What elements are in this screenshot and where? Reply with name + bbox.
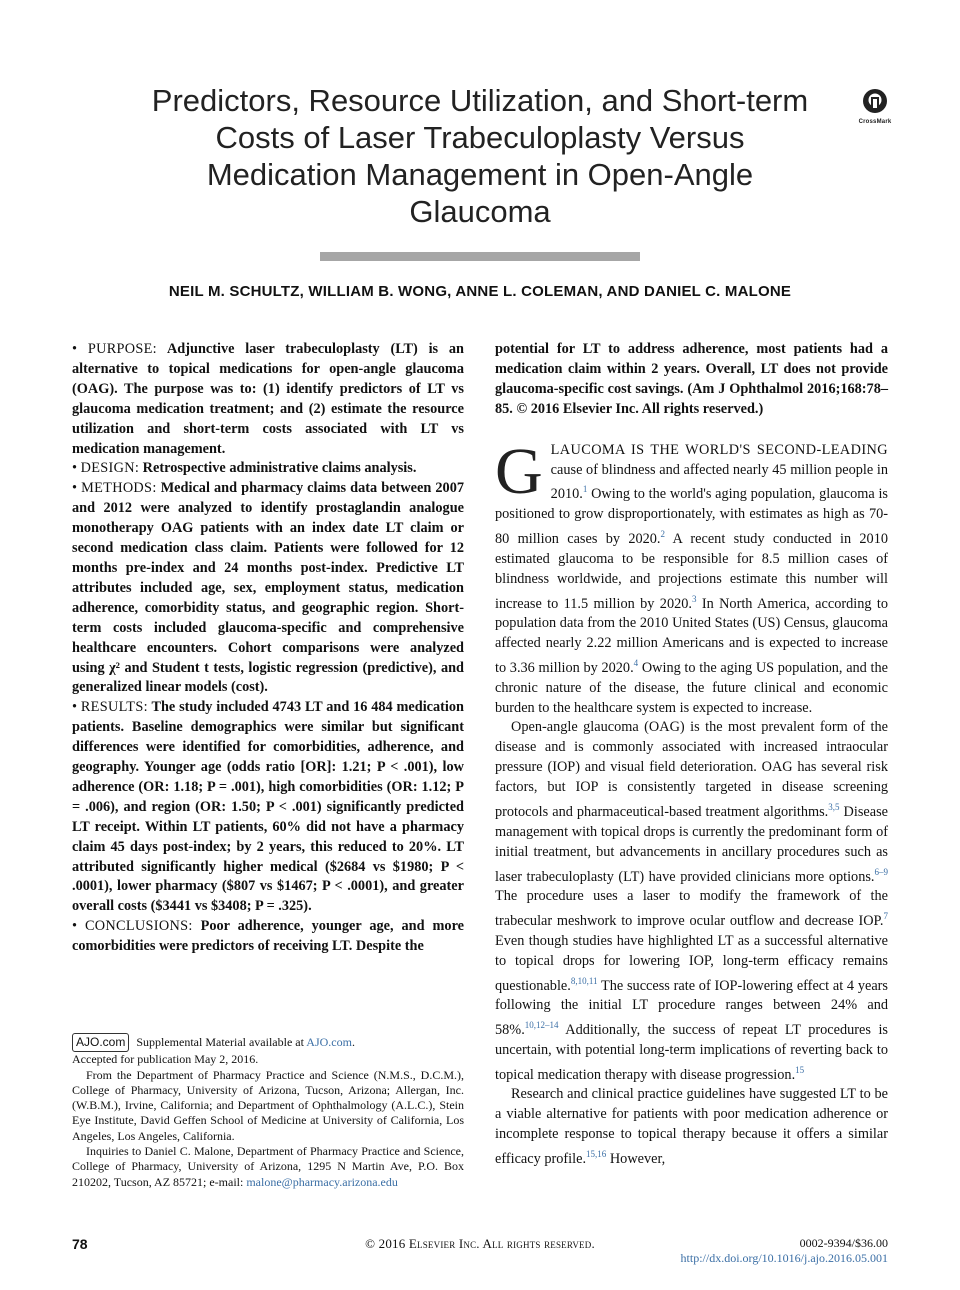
- article-body: [495, 434, 889, 1170]
- supplemental-note: AJO.com Supplemental Material available at AJO.com.: [72, 1033, 464, 1052]
- ref-link[interactable]: 2: [660, 529, 665, 540]
- p2-text-e: The success rate of IOP-lowering effect at 4 years following the initial LT procedure ranges between 24% and 58%.: [495, 977, 888, 1038]
- article-title: [120, 82, 840, 230]
- abstract: [72, 340, 464, 957]
- body-paragraph-1: [495, 434, 889, 719]
- design-text: Retrospective administrative claims analysis.: [142, 460, 417, 477]
- inquiries-text: Inquiries to Daniel C. Malone, Department of Pharmacy Practice and Science, College of Pharmacy, University of Arizona, 1295 N Martin Ave, P.O. Box 210202, Tucson, AZ 85721; e-mail:: [72, 1144, 464, 1189]
- methods-label: METHODS:: [81, 480, 157, 497]
- drop-cap: G: [495, 434, 543, 508]
- title-line-2: Costs of Laser Trabeculoplasty Versus: [215, 120, 745, 155]
- ref-link[interactable]: 15,16: [586, 1149, 607, 1160]
- p1-text-c: A recent study conducted in 2010 estimated glaucoma to be responsible for 8.5 million cases of blindness worldwide, and projections estimate this number will increase to 11.5 million by 2020.: [495, 530, 888, 612]
- supplemental-link[interactable]: AJO.com: [306, 1035, 352, 1049]
- title-line-3: Medication Management in Open-Angle: [206, 157, 754, 192]
- purpose-text: Adjunctive laser trabeculoplasty (LT) is an alternative to topical medications for open-angle glaucoma (OAG). The purpose was to: (1) identify predictors of LT vs glaucoma medication treatment; and (2) estimate the resource utilization and short-term costs associated with LT vs medication management.: [72, 341, 464, 457]
- title-line-4: Glaucoma: [409, 194, 551, 229]
- ref-link[interactable]: 3: [691, 593, 697, 604]
- ajo-badge: AJO.com: [72, 1033, 129, 1052]
- inquiries-note: [72, 1144, 464, 1190]
- purpose-label: PURPOSE:: [87, 341, 157, 357]
- conclusions-label: CONCLUSIONS:: [84, 918, 193, 935]
- p1-text-a: cause of blindness and affected nearly 45 million people in 2010.: [550, 461, 888, 503]
- ref-link[interactable]: 3,5: [828, 802, 840, 813]
- results-label: RESULTS:: [80, 699, 148, 716]
- methods-text: Medical and pharmacy claims data between 2007 and 2012 were analyzed to identify prostaglandin analogue monotherapy OAG patients with an index date LT claim or second medication class claim. Patients were followed for 12 months pre-index and 24 months post-index. Predictive LT attributes included age, sex, employment status, medication adherence, comorbidity status, and geographic region. Short-term costs included glaucoma-specific and comprehensive healthcare encounters. Cohort comparisons were analyzed using χ² and Student t tests, logistic regression (predictive), and generalized linear models (cost).: [72, 480, 464, 696]
- abstract-conclusions: • CONCLUSIONS: Poor adherence, younger age, and more comorbidities were predictors of receiving LT. Despite the: [72, 918, 465, 955]
- copyright-text: 2016 Elsevier Inc. All rights reserved.: [378, 1236, 595, 1251]
- front-matter-notes: [72, 1033, 464, 1190]
- p3-text-b: However,: [609, 1150, 666, 1167]
- article-identifiers: [681, 1236, 888, 1266]
- body-paragraph-3: [495, 1085, 888, 1169]
- ref-link[interactable]: 1: [582, 484, 588, 495]
- p2-text-f: Additionally, the success of repeat LT procedures is uncertain, with potential long-term implications of reverting back to topical medication therapy with disease progression.: [495, 1021, 888, 1083]
- title-divider: [320, 252, 640, 261]
- p2-text-d: Even though studies have highlighted LT as a successful alternative to topical drops for lowering IOP, long-term efficacy remains questionable.: [495, 932, 888, 994]
- abstract-results: • RESULTS: The study included 4743 LT and 16 484 medication patients. Baseline demographics were similar but significant differences were identified for comorbidities, adherence, and geography. Younger age (odds ratio [OR]: 1.21; P < .001), low adherence (OR: 1.18; P = .001), high comorbidities (OR: 1.12; P = .006), and region (OR: 1.50; P < .001) significantly predicted LT receipt. Within LT patients, 60% did not have a pharmacy claim 45 days post-index; by 2 years, this reduced to 20%. LT attributed significantly higher medical ($2684 vs $1980; P < .0001), lower pharmacy ($807 vs $1467; P < .0001), and greater overall costs ($3441 vs $3408; P = .325).: [72, 699, 464, 915]
- author-list: NEIL M. SCHULTZ, WILLIAM B. WONG, ANNE L. COLEMAN, AND DANIEL C. MALONE: [168, 283, 792, 300]
- doi-link[interactable]: http://dx.doi.org/10.1016/j.ajo.2016.05.001: [680, 1251, 888, 1265]
- accepted-note: Accepted for publication May 2, 2016.: [72, 1052, 259, 1067]
- ref-link[interactable]: 6–9: [874, 866, 888, 877]
- abstract-continued: [495, 340, 888, 420]
- p2-text-b: Disease management with topical drops is currently the predominant form of initial treatment, but advancements in ancillary procedures such as laser trabeculoplasty (LT) have provided clinicians more options.: [495, 803, 888, 885]
- ref-link[interactable]: 10,12–14: [524, 1020, 559, 1031]
- p1-text-b: Owing to the world's aging population, glaucoma is positioned to grow disproportionately, with estimates as high as 70-80 million cases by 2020.: [495, 486, 889, 547]
- results-text: The study included 4743 LT and 16 484 medication patients. Baseline demographics were similar but significant differences were identified for comorbidities, adherence, and geography. Younger age (odds ratio [OR]: 1.21; P < .001), low adherence (OR: 1.18; P = .001), high comorbidities (OR: 1.12; P = .006), and region (OR: 1.50; P < .001) significantly predicted LT receipt. Within LT patients, 60% did not have a pharmacy claim 45 days post-index; by 2 years, this reduced to 20%. LT attributed significantly higher medical ($2684 vs $1980; P < .0001), lower pharmacy ($807 vs $1467; P < .0001), and greater overall costs ($3441 vs $3408; P = .325).: [72, 699, 464, 915]
- body-paragraph-2: [495, 718, 888, 1085]
- ref-link[interactable]: 4: [633, 657, 639, 668]
- design-label: DESIGN:: [80, 460, 140, 477]
- p1-text-e: Owing to the aging US population, and the chronic nature of the disease, the future clinical and economic burden to the healthcare system is expected to increase.: [495, 659, 888, 716]
- p1-text-d: In North America, according to population data from the 2010 United States (US) Census, glaucoma affected nearly 2.22 million Americans and is expected to increase to 3.36 million by 2020.: [495, 595, 889, 676]
- crossmark-label: CrossMark: [858, 119, 892, 125]
- ref-link[interactable]: 15: [795, 1064, 805, 1075]
- abstract-design: • DESIGN: Retrospective administrative claims analysis.: [72, 460, 417, 477]
- supplemental-text: Supplemental Material available at: [136, 1035, 304, 1049]
- email-link[interactable]: malone@pharmacy.arizona.edu: [246, 1174, 398, 1189]
- abstract-methods: • METHODS: Medical and pharmacy claims data between 2007 and 2012 were analyzed to identify prostaglandin analogue monotherapy OAG patients with an index date LT claim or second medication class claim. Patients were followed for 12 months pre-index and 24 months post-index. Predictive LT attributes included age, sex, employment status, medication adherence, comorbidity status, and geographic region. Short-term costs included glaucoma-specific and comprehensive healthcare encounters. Cohort comparisons were analyzed using χ² and Student t tests, logistic regression (predictive), and generalized linear models (cost).: [72, 480, 464, 696]
- conclusions-continued: potential for LT to address adherence, most patients had a medication claim within 2 years. Overall, LT does not provide glaucoma-specific cost savings.: [495, 341, 888, 397]
- p2-text-a: Open-angle glaucoma (OAG) is the most prevalent form of the disease and is commonly associated with increased intraocular pressure (IOP) and visual field deterioration. OAG has several risk factors, but IOP is consistently targeted in disease screening protocols and pharmaceutical-based treatment algorithms.: [495, 719, 888, 820]
- right-column: [495, 340, 888, 1170]
- title-line-1: Predictors, Resource Utilization, and Short-term: [151, 83, 809, 118]
- crossmark-badge[interactable]: [858, 88, 892, 125]
- journal-citation: (Am J Ophthalmol 2016;168:78–85. © 2016 Elsevier Inc. All rights reserved.): [495, 380, 889, 417]
- lead-in: LAUCOMA IS THE WORLD'S SECOND-LEADING: [550, 441, 888, 458]
- p3-text-a: Research and clinical practice guidelines have suggested LT to be a viable alternative for patients with poor medication adherence or incomplete response to topical therapy because it offers a similar efficacy profile.: [495, 1086, 888, 1167]
- crossmark-icon: [862, 88, 888, 114]
- p2-text-c: The procedure uses a laser to modify the framework of the trabecular meshwork to improve ocular outflow and decrease IOP.: [495, 888, 888, 929]
- ref-link[interactable]: 7: [883, 911, 888, 922]
- page-number: 78: [72, 1236, 88, 1252]
- ref-link[interactable]: 8,10,11: [570, 975, 598, 986]
- issn: 0002-9394/$36.00: [799, 1236, 888, 1250]
- affiliations-note: From the Department of Pharmacy Practice and Science (N.M.S., D.C.M.), College of Pharmacy, University of Arizona, Tucson, Arizona; Allergan, Inc. (W.B.M.), Irvine, California; and Department of Ophthalmology (A.L.C.), Stein Eye Institute, David Geffen School of Medicine at University of California, Los Angeles, Los Angeles, California.: [72, 1067, 464, 1143]
- conclusions-text: Poor adherence, younger age, and more comorbidities were predictors of receiving LT. Despite the: [72, 918, 465, 955]
- abstract-purpose: • PURPOSE: Adjunctive laser trabeculoplasty (LT) is an alternative to topical medications for open-angle glaucoma (OAG). The purpose was to: (1) identify predictors of LT vs glaucoma medication treatment; and (2) estimate the resource utilization and short-term costs associated with LT vs medication management.: [72, 341, 464, 457]
- copyright-symbol: ©: [365, 1236, 376, 1251]
